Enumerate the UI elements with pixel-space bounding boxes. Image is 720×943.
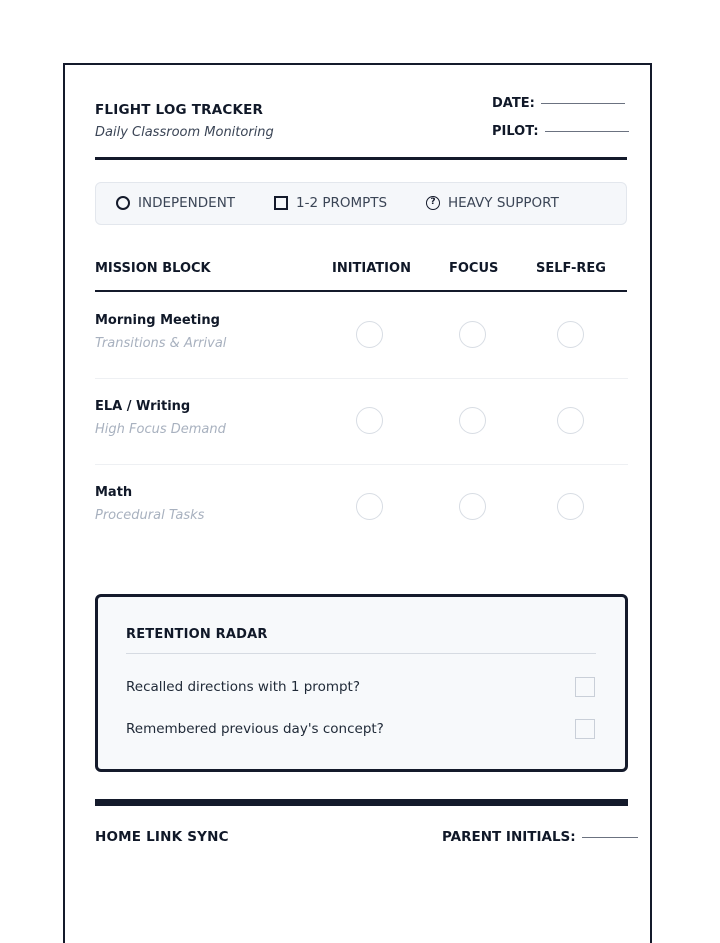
initiation-rating-circle[interactable] bbox=[356, 493, 383, 520]
footer-divider bbox=[95, 799, 628, 806]
row-title: Morning Meeting bbox=[95, 313, 220, 328]
row-subtitle: Transitions & Arrival bbox=[95, 336, 227, 351]
radar-checkbox[interactable] bbox=[575, 677, 595, 697]
row-subtitle: High Focus Demand bbox=[95, 422, 226, 437]
pilot-label: PILOT: bbox=[492, 124, 539, 139]
home-link-sync-label: HOME LINK SYNC bbox=[95, 829, 229, 845]
parent-initials-blank-line[interactable] bbox=[582, 837, 638, 838]
self-reg-rating-circle[interactable] bbox=[557, 407, 584, 434]
focus-rating-circle[interactable] bbox=[459, 321, 486, 348]
row-subtitle: Procedural Tasks bbox=[95, 508, 205, 523]
parent-initials-label: PARENT INITIALS: bbox=[442, 829, 576, 845]
legend-item-independent bbox=[116, 195, 235, 211]
table-row bbox=[95, 464, 628, 550]
focus-rating-circle[interactable] bbox=[459, 407, 486, 434]
radar-checkbox[interactable] bbox=[575, 719, 595, 739]
square-icon bbox=[274, 196, 288, 210]
row-title: Math bbox=[95, 485, 133, 500]
legend-label: 1-2 PROMPTS bbox=[296, 195, 388, 211]
legend-label: INDEPENDENT bbox=[138, 195, 236, 211]
column-header-mission-block: MISSION BLOCK bbox=[95, 261, 211, 276]
circle-icon bbox=[116, 196, 130, 210]
column-header-initiation: INITIATION bbox=[332, 261, 411, 276]
radar-divider bbox=[126, 653, 596, 654]
table-row bbox=[95, 378, 628, 464]
date-label: DATE: bbox=[492, 96, 535, 111]
pilot-blank-line[interactable] bbox=[545, 131, 629, 132]
header-divider bbox=[95, 157, 627, 160]
radar-item-label: Recalled directions with 1 prompt? bbox=[126, 679, 361, 695]
date-field[interactable] bbox=[492, 96, 625, 111]
page-subtitle: Daily Classroom Monitoring bbox=[95, 125, 274, 140]
initiation-rating-circle[interactable] bbox=[356, 407, 383, 434]
pilot-field[interactable] bbox=[492, 124, 629, 139]
radar-title: RETENTION RADAR bbox=[126, 627, 268, 642]
legend-label: HEAVY SUPPORT bbox=[448, 195, 559, 211]
table-row bbox=[95, 292, 628, 378]
legend-panel bbox=[95, 182, 627, 225]
retention-radar-panel bbox=[95, 594, 628, 772]
parent-initials-field[interactable] bbox=[442, 829, 638, 845]
column-header-focus: FOCUS bbox=[449, 261, 499, 276]
column-header-self-reg: SELF-REG bbox=[536, 261, 606, 276]
page-title: FLIGHT LOG TRACKER bbox=[95, 102, 264, 118]
self-reg-rating-circle[interactable] bbox=[557, 321, 584, 348]
radar-item-label: Remembered previous day's concept? bbox=[126, 721, 384, 737]
focus-rating-circle[interactable] bbox=[459, 493, 486, 520]
legend-item-heavy-support bbox=[426, 195, 559, 211]
legend-item-prompts bbox=[274, 195, 387, 211]
self-reg-rating-circle[interactable] bbox=[557, 493, 584, 520]
date-blank-line[interactable] bbox=[541, 103, 625, 104]
row-title: ELA / Writing bbox=[95, 399, 191, 414]
initiation-rating-circle[interactable] bbox=[356, 321, 383, 348]
question-circle-icon: ? bbox=[426, 196, 440, 210]
tracker-sheet bbox=[63, 63, 652, 943]
